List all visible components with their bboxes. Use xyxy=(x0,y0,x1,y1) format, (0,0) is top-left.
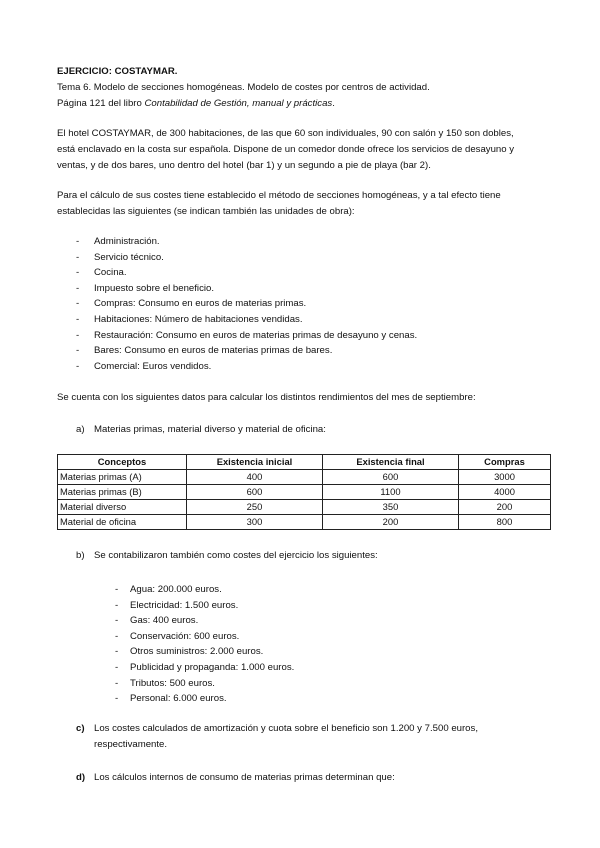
list-dash: - xyxy=(76,314,80,325)
table-cell: 600 xyxy=(323,470,459,485)
section-item: Bares: Consumo en euros de materias primas de bares. xyxy=(94,345,333,357)
table-cell: Materias primas (A) xyxy=(58,470,187,485)
section-item: Restauración: Consumo en euros de materias primas de desayuno y cenas. xyxy=(94,329,418,341)
table-row xyxy=(58,515,551,530)
cost-item: Conservación: 600 euros. xyxy=(130,630,240,642)
cost-item: Otros suministros: 2.000 euros. xyxy=(130,646,264,658)
book-title: Contabilidad de Gestión, manual y prácticas xyxy=(144,98,333,109)
item-c-text: respectivamente. xyxy=(94,739,168,750)
source-line xyxy=(57,98,335,110)
list-dash: - xyxy=(76,236,80,247)
section-item: Habitaciones: Número de habitaciones vendidas. xyxy=(94,314,303,325)
materials-table xyxy=(57,454,551,530)
exercise-title: EJERCICIO: COSTAYMAR. xyxy=(57,66,178,77)
item-a-text: Materias primas, material diverso y material de oficina: xyxy=(94,424,326,435)
list-dash: - xyxy=(115,615,119,627)
table-row xyxy=(58,470,551,485)
table-cell: Material de oficina xyxy=(58,515,187,530)
section-item: Servicio técnico. xyxy=(94,251,164,263)
table-cell: 800 xyxy=(459,515,551,530)
cost-item: Tributos: 500 euros. xyxy=(130,677,215,689)
header-cell: Existencia final xyxy=(323,455,459,470)
intro-line: está enclavado en la costa sur española. Dispone de un comedor donde ofrece los servicios de desayuno y xyxy=(57,144,515,155)
table-row xyxy=(58,500,551,515)
list-dash: - xyxy=(76,251,80,263)
sections-intro-line: establecidas las siguientes (se indican también las unidades de obra): xyxy=(57,206,355,217)
item-d-marker: d) xyxy=(76,772,86,783)
cost-item: Electricidad: 1.500 euros. xyxy=(130,599,239,611)
table-cell: Materias primas (B) xyxy=(58,485,187,500)
table-row xyxy=(58,485,551,500)
cost-item: Gas: 400 euros. xyxy=(130,615,199,627)
list-dash: - xyxy=(115,646,119,658)
subtitle: Tema 6. Modelo de secciones homogéneas. Modelo de costes por centros de actividad. xyxy=(57,82,430,93)
section-item: Administración. xyxy=(94,236,160,247)
list-dash: - xyxy=(115,584,119,595)
cost-item: Publicidad y propaganda: 1.000 euros. xyxy=(130,662,295,673)
list-dash: - xyxy=(76,345,80,357)
table-cell: 350 xyxy=(323,500,459,515)
section-item: Cocina. xyxy=(94,267,127,279)
table-cell: 250 xyxy=(187,500,323,515)
list-dash: - xyxy=(76,360,80,372)
table-cell: 3000 xyxy=(459,470,551,485)
list-dash: - xyxy=(76,298,80,310)
list-dash: - xyxy=(76,329,80,341)
item-c-marker: c) xyxy=(76,723,85,734)
intro-line: ventas, y de dos bares, uno dentro del hotel (bar 1) y un segundo a pie de playa (bar 2). xyxy=(57,160,431,171)
sections-intro-line: Para el cálculo de sus costes tiene establecido el método de secciones homogéneas, y a tal efecto tiene xyxy=(57,190,501,201)
section-item: Impuesto sobre el beneficio. xyxy=(94,282,214,294)
header-cell: Compras xyxy=(459,455,551,470)
source-prefix: Página 121 del libro xyxy=(57,98,145,109)
list-dash: - xyxy=(115,693,119,705)
table-cell: 600 xyxy=(187,485,323,500)
source-suffix: . xyxy=(332,98,335,109)
data-intro: Se cuenta con los siguientes datos para calcular los distintos rendimientos del mes de septiembre: xyxy=(57,392,476,403)
item-a-marker: a) xyxy=(76,424,85,435)
header-cell: Existencia inicial xyxy=(187,455,323,470)
item-b-text: Se contabilizaron también como costes del ejercicio los siguientes: xyxy=(94,550,378,561)
table-cell: 1100 xyxy=(323,485,459,500)
cost-item: Agua: 200.000 euros. xyxy=(130,584,222,595)
list-dash: - xyxy=(115,662,119,673)
list-dash: - xyxy=(76,267,80,279)
section-item: Comercial: Euros vendidos. xyxy=(94,360,212,372)
table-cell: 4000 xyxy=(459,485,551,500)
item-c-text: Los costes calculados de amortización y cuota sobre el beneficio son 1.200 y 7.500 euros, xyxy=(94,723,478,734)
item-d-text: Los cálculos internos de consumo de materias primas determinan que: xyxy=(94,772,395,783)
table-cell: 300 xyxy=(187,515,323,530)
table-header-row xyxy=(58,455,551,470)
section-item: Compras: Consumo en euros de materias primas. xyxy=(94,298,307,310)
list-dash: - xyxy=(115,599,119,611)
list-dash: - xyxy=(115,630,119,642)
cost-item: Personal: 6.000 euros. xyxy=(130,693,227,705)
table-cell: Material diverso xyxy=(58,500,187,515)
intro-line: El hotel COSTAYMAR, de 300 habitaciones, de las que 60 son individuales, 90 con salón y 150 son dobles, xyxy=(57,128,514,139)
table-cell: 200 xyxy=(323,515,459,530)
list-dash: - xyxy=(76,282,80,294)
item-b-marker: b) xyxy=(76,550,85,561)
table-cell: 400 xyxy=(187,470,323,485)
header-cell: Conceptos xyxy=(58,455,187,470)
table-cell: 200 xyxy=(459,500,551,515)
list-dash: - xyxy=(115,677,119,689)
